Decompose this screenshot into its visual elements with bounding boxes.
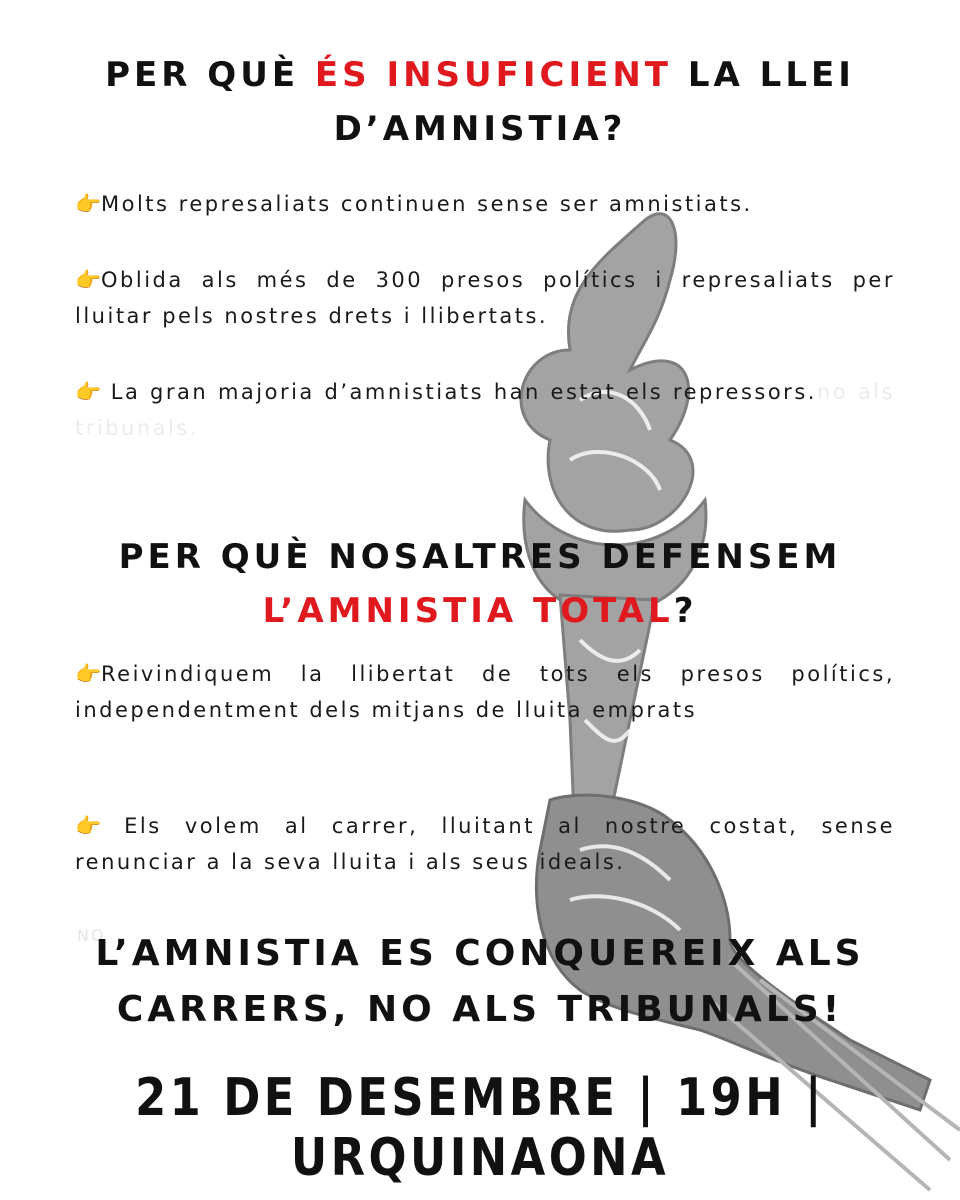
slogan xyxy=(0,926,960,1038)
section1-title-highlight: ÉS INSUFICIENT xyxy=(314,55,672,95)
point1-3 xyxy=(75,374,895,446)
point1-2-text: Oblida als més de 300 presos polítics i represaliats per lluitar pels nostres drets i llibertats. xyxy=(75,268,895,328)
slogan-line2: CARRERS, NO ALS TRIBUNALS! xyxy=(116,989,844,1030)
point2-1 xyxy=(75,656,895,728)
section1-title-line2: D’AMNISTIA? xyxy=(333,109,627,149)
ghost-no-text: NO xyxy=(77,926,106,945)
event-info: 21 DE DESEMBRE | 19H | URQUINAONA xyxy=(135,1068,825,1188)
section2-title-highlight: L’AMNISTIA TOTAL xyxy=(262,591,674,631)
section1-title xyxy=(0,48,960,156)
point1-1 xyxy=(75,186,895,222)
pointing-hand-icon: 👉 xyxy=(75,814,104,838)
section1-title-before: PER QUÈ xyxy=(105,55,315,95)
ghost-text: no als tribunals. xyxy=(75,380,895,440)
point1-3-text: La gran majoria d’amnistiats han estat els repressors. xyxy=(101,380,817,404)
point1-1-text: Molts represaliats continuen sense ser amnistiats. xyxy=(101,192,753,216)
section2-title-after: ? xyxy=(673,591,698,631)
section2-title-line1: PER QUÈ NOSALTRES DEFENSEM xyxy=(118,537,842,577)
section1-title-after: LA LLEI xyxy=(672,55,855,95)
pointing-hand-icon: 👉 xyxy=(75,662,104,686)
section2-title xyxy=(0,530,960,638)
pointing-hand-icon: 👉 xyxy=(75,380,104,404)
pointing-hand-icon: 👉 xyxy=(75,192,104,216)
point2-1-text: Reivindiquem la llibertat de tots els presos polítics, independentment dels mitjans de lluita emprats xyxy=(75,662,895,722)
point2-2 xyxy=(75,808,895,880)
point1-2 xyxy=(75,262,895,334)
point2-2-text: Els volem al carrer, lluitant al nostre costat, sense renunciar a la seva lluita i als seus ideals. xyxy=(75,814,895,874)
pointing-hand-icon: 👉 xyxy=(75,268,104,292)
slogan-line1: L’AMNISTIA ES CONQUEREIX ALS xyxy=(95,933,865,974)
